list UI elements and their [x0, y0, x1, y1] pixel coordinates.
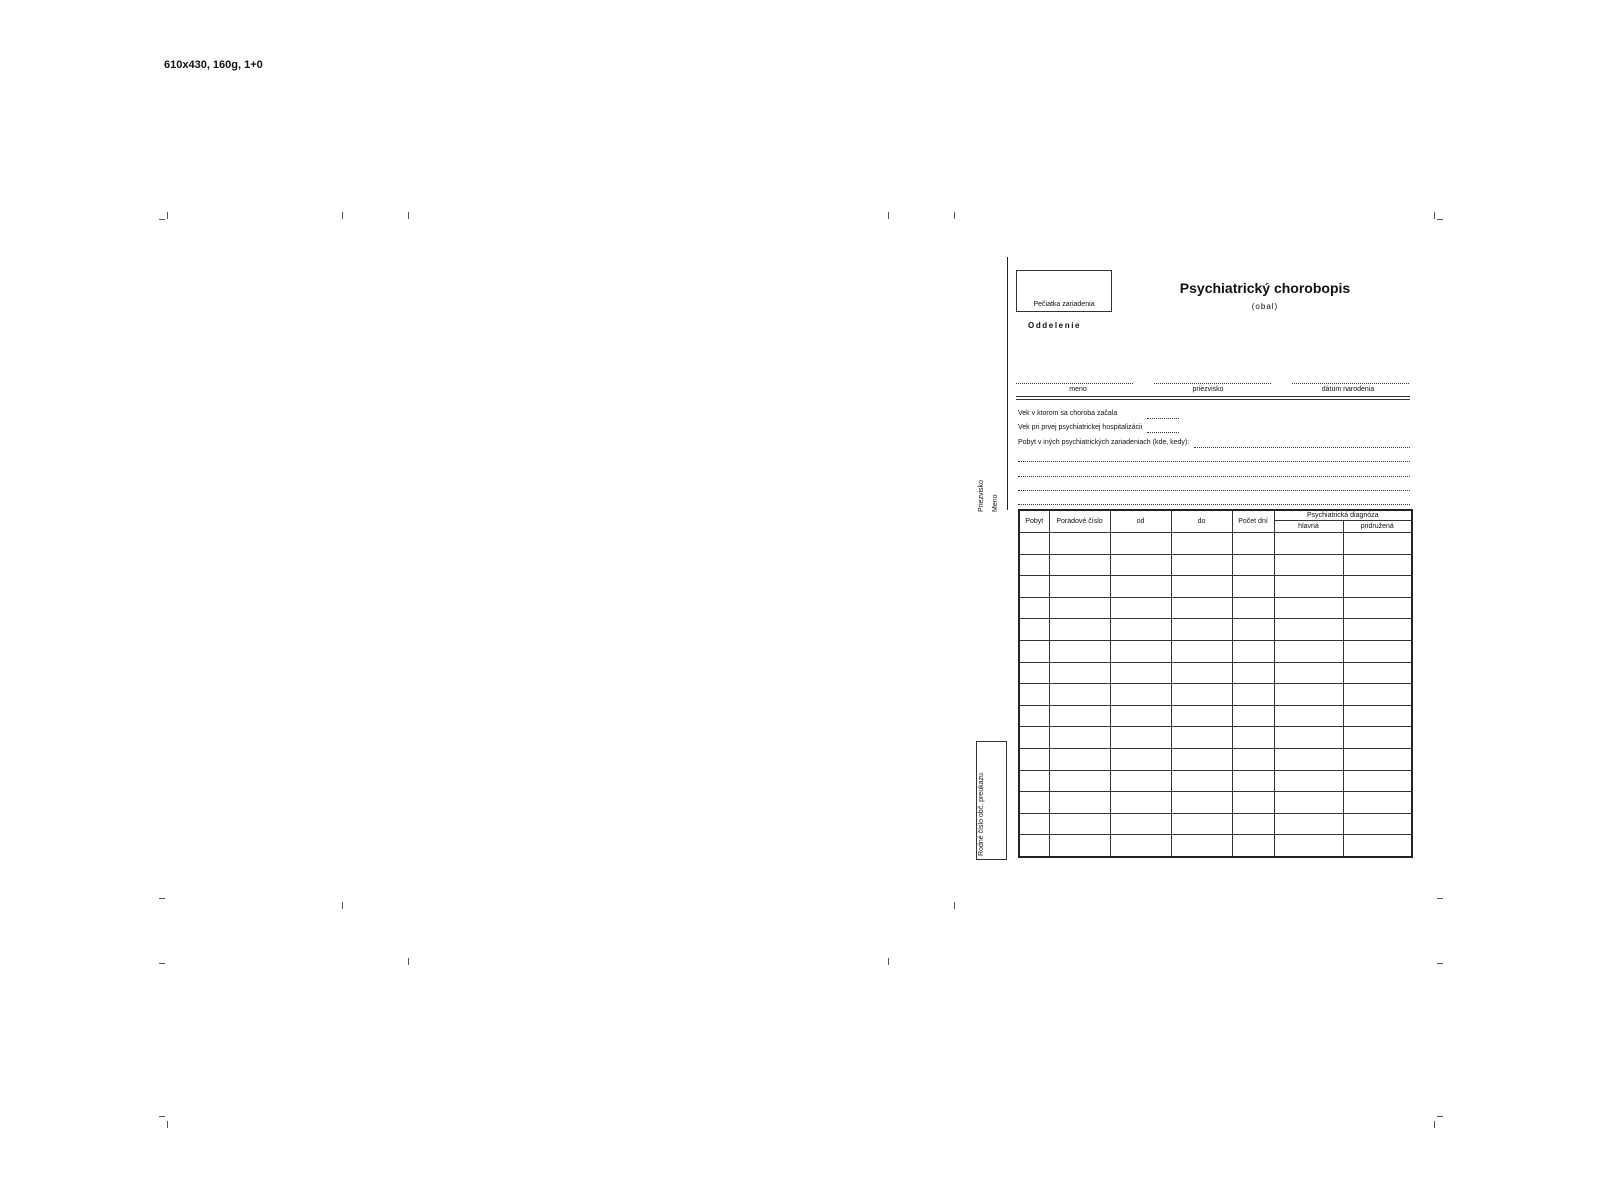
col-header-to: do — [1171, 510, 1232, 533]
table-cell[interactable] — [1274, 597, 1343, 619]
table-cell[interactable] — [1343, 640, 1412, 662]
table-cell[interactable] — [1171, 533, 1232, 555]
table-cell[interactable] — [1171, 554, 1232, 576]
other-stays-line[interactable] — [1018, 504, 1410, 505]
table-cell[interactable] — [1110, 684, 1171, 706]
birthdate-caption: dátum narodenia — [1321, 386, 1375, 393]
table-cell[interactable] — [1110, 640, 1171, 662]
crop-mark — [159, 963, 165, 964]
table-cell[interactable] — [1049, 727, 1110, 749]
table-cell[interactable] — [1343, 533, 1412, 555]
table-cell[interactable] — [1232, 554, 1274, 576]
table-cell[interactable] — [1171, 770, 1232, 792]
other-stays-line[interactable] — [1018, 461, 1410, 462]
table-cell[interactable] — [1232, 662, 1274, 684]
table-cell[interactable] — [1343, 748, 1412, 770]
col-header-from: od — [1110, 510, 1171, 533]
table-cell[interactable] — [1232, 619, 1274, 641]
table-row — [1019, 770, 1412, 792]
table-cell[interactable] — [1049, 619, 1110, 641]
col-header-sequence: Poradové číslo — [1049, 510, 1110, 533]
table-cell[interactable] — [1019, 533, 1049, 555]
table-cell[interactable] — [1343, 554, 1412, 576]
table-cell[interactable] — [1171, 662, 1232, 684]
crop-mark — [342, 902, 343, 909]
table-cell[interactable] — [1171, 576, 1232, 598]
table-cell[interactable] — [1232, 748, 1274, 770]
table-cell[interactable] — [1110, 770, 1171, 792]
crop-mark — [159, 219, 165, 220]
table-row — [1019, 619, 1412, 641]
crop-mark — [1437, 963, 1443, 964]
table-cell[interactable] — [1343, 576, 1412, 598]
table-cell[interactable] — [1274, 748, 1343, 770]
age-onset-label: Vek v ktorom sa choroba začala — [1018, 410, 1118, 417]
col-header-stay: Pobyt — [1019, 510, 1049, 533]
stamp-label: Pečiatka zariadenia — [1033, 301, 1095, 308]
table-cell[interactable] — [1019, 554, 1049, 576]
crop-mark — [888, 958, 889, 965]
divider — [1016, 399, 1410, 400]
table-cell[interactable] — [1232, 684, 1274, 706]
crop-mark — [1434, 1121, 1435, 1128]
table-cell[interactable] — [1343, 662, 1412, 684]
crop-mark — [1437, 898, 1443, 899]
other-stays-line[interactable] — [1018, 490, 1410, 491]
table-cell[interactable] — [1049, 835, 1110, 857]
table-row — [1019, 662, 1412, 684]
table-cell[interactable] — [1274, 554, 1343, 576]
table-cell[interactable] — [1019, 748, 1049, 770]
table-cell[interactable] — [1232, 835, 1274, 857]
table-cell[interactable] — [1019, 576, 1049, 598]
table-cell[interactable] — [1171, 684, 1232, 706]
col-header-diagnosis: Psychiatrická diagnóza — [1274, 510, 1412, 521]
table-cell[interactable] — [1019, 770, 1049, 792]
table-cell[interactable] — [1019, 597, 1049, 619]
age-first-hosp-field[interactable] — [1147, 432, 1179, 433]
table-cell[interactable] — [1274, 640, 1343, 662]
spine-name-label: Meno — [992, 494, 999, 512]
table-cell[interactable] — [1274, 835, 1343, 857]
crop-mark — [408, 212, 409, 219]
table-cell[interactable] — [1019, 705, 1049, 727]
other-stays-field[interactable] — [1194, 447, 1410, 448]
form-title: Psychiatrický chorobopis — [1179, 280, 1351, 296]
crop-mark — [1437, 1116, 1443, 1117]
table-cell[interactable] — [1019, 727, 1049, 749]
crop-mark — [954, 902, 955, 909]
department-label: Oddelenie — [1028, 321, 1082, 330]
table-cell[interactable] — [1343, 727, 1412, 749]
table-cell[interactable] — [1343, 619, 1412, 641]
table-cell[interactable] — [1232, 813, 1274, 835]
crop-mark — [342, 212, 343, 219]
table-cell[interactable] — [1171, 813, 1232, 835]
table-cell[interactable] — [1019, 619, 1049, 641]
table-cell[interactable] — [1110, 597, 1171, 619]
table-cell[interactable] — [1019, 792, 1049, 814]
table-cell[interactable] — [1049, 597, 1110, 619]
surname-field-line[interactable] — [1154, 383, 1271, 384]
table-cell[interactable] — [1049, 640, 1110, 662]
table-cell[interactable] — [1171, 792, 1232, 814]
table-cell[interactable] — [1019, 813, 1049, 835]
table-cell[interactable] — [1110, 576, 1171, 598]
table-cell[interactable] — [1274, 813, 1343, 835]
table-cell[interactable] — [1110, 835, 1171, 857]
table-cell[interactable] — [1110, 813, 1171, 835]
name-caption: meno — [1069, 386, 1087, 393]
other-stays-line[interactable] — [1018, 476, 1410, 477]
table-cell[interactable] — [1343, 684, 1412, 706]
col-header-secondary-diagnosis: pridružená — [1343, 521, 1412, 533]
table-cell[interactable] — [1232, 792, 1274, 814]
table-cell[interactable] — [1049, 662, 1110, 684]
table-cell[interactable] — [1110, 727, 1171, 749]
table-cell[interactable] — [1343, 792, 1412, 814]
id-number-label: Rodné číslo obč. preukazu — [978, 773, 985, 856]
table-row — [1019, 705, 1412, 727]
crop-mark — [1437, 219, 1443, 220]
table-cell[interactable] — [1110, 554, 1171, 576]
table-cell[interactable] — [1171, 619, 1232, 641]
table-cell[interactable] — [1232, 640, 1274, 662]
table-row — [1019, 684, 1412, 706]
table-row — [1019, 533, 1412, 555]
table-cell[interactable] — [1019, 684, 1049, 706]
table-cell[interactable] — [1171, 597, 1232, 619]
table-cell[interactable] — [1110, 705, 1171, 727]
table-cell[interactable] — [1343, 813, 1412, 835]
print-spec: 610x430, 160g, 1+0 — [164, 59, 263, 71]
table-row — [1019, 727, 1412, 749]
crop-mark — [167, 212, 168, 219]
table-cell[interactable] — [1274, 727, 1343, 749]
table-cell[interactable] — [1274, 533, 1343, 555]
table-cell[interactable] — [1049, 792, 1110, 814]
table-cell[interactable] — [1343, 770, 1412, 792]
hospitalization-table — [1018, 509, 1413, 858]
table-row — [1019, 640, 1412, 662]
crop-mark — [159, 898, 165, 899]
table-row — [1019, 835, 1412, 857]
table-cell[interactable] — [1274, 770, 1343, 792]
table-cell[interactable] — [1049, 813, 1110, 835]
crop-mark — [888, 212, 889, 219]
spine-fold-line — [1007, 257, 1008, 510]
col-header-days: Počet dní — [1232, 510, 1274, 533]
spine-surname-label: Priezvisko — [978, 480, 985, 512]
table-cell[interactable] — [1049, 684, 1110, 706]
age-first-hosp-label: Vek pri prvej psychiatrickej hospitalizácii — [1018, 424, 1143, 431]
table-cell[interactable] — [1019, 662, 1049, 684]
crop-mark — [1434, 212, 1435, 219]
other-stays-label: Pobyt v iných psychiatrických zariadeniach (kde, kedy): — [1018, 439, 1190, 446]
table-row — [1019, 597, 1412, 619]
col-header-main-diagnosis: hlavná — [1274, 521, 1343, 533]
table-cell[interactable] — [1049, 705, 1110, 727]
table-cell[interactable] — [1110, 662, 1171, 684]
table-cell[interactable] — [1049, 770, 1110, 792]
table-cell[interactable] — [1232, 727, 1274, 749]
table-cell[interactable] — [1049, 533, 1110, 555]
table-cell[interactable] — [1232, 576, 1274, 598]
table-cell[interactable] — [1274, 662, 1343, 684]
crop-mark — [167, 1121, 168, 1128]
table-cell[interactable] — [1171, 727, 1232, 749]
table-cell[interactable] — [1171, 835, 1232, 857]
institution-stamp-box — [1016, 270, 1112, 312]
table-cell[interactable] — [1274, 792, 1343, 814]
table-cell[interactable] — [1343, 705, 1412, 727]
table-cell[interactable] — [1171, 705, 1232, 727]
crop-mark — [954, 212, 955, 219]
crop-mark — [408, 958, 409, 965]
age-onset-field[interactable] — [1147, 418, 1179, 419]
table-cell[interactable] — [1274, 619, 1343, 641]
table-cell[interactable] — [1171, 748, 1232, 770]
table-cell[interactable] — [1232, 597, 1274, 619]
table-cell[interactable] — [1232, 533, 1274, 555]
table-cell[interactable] — [1343, 835, 1412, 857]
table-cell[interactable] — [1171, 640, 1232, 662]
table-cell[interactable] — [1274, 705, 1343, 727]
table-cell[interactable] — [1110, 748, 1171, 770]
table-cell[interactable] — [1110, 792, 1171, 814]
table-cell[interactable] — [1019, 835, 1049, 857]
table-cell[interactable] — [1110, 533, 1171, 555]
table-cell[interactable] — [1049, 576, 1110, 598]
table-cell[interactable] — [1049, 748, 1110, 770]
table-row — [1019, 748, 1412, 770]
divider — [1016, 396, 1410, 397]
table-cell[interactable] — [1110, 619, 1171, 641]
table-cell[interactable] — [1019, 640, 1049, 662]
table-cell[interactable] — [1343, 597, 1412, 619]
table-cell[interactable] — [1232, 705, 1274, 727]
table-cell[interactable] — [1274, 576, 1343, 598]
birthdate-field-line[interactable] — [1292, 383, 1409, 384]
table-cell[interactable] — [1049, 554, 1110, 576]
form-subtitle: (obal) — [1251, 302, 1279, 311]
table-cell[interactable] — [1274, 684, 1343, 706]
table-row — [1019, 554, 1412, 576]
table-row — [1019, 792, 1412, 814]
crop-mark — [159, 1116, 165, 1117]
surname-caption: priezvisko — [1192, 386, 1224, 393]
name-field-line[interactable] — [1016, 383, 1133, 384]
table-cell[interactable] — [1232, 770, 1274, 792]
table-row — [1019, 576, 1412, 598]
table-row — [1019, 813, 1412, 835]
